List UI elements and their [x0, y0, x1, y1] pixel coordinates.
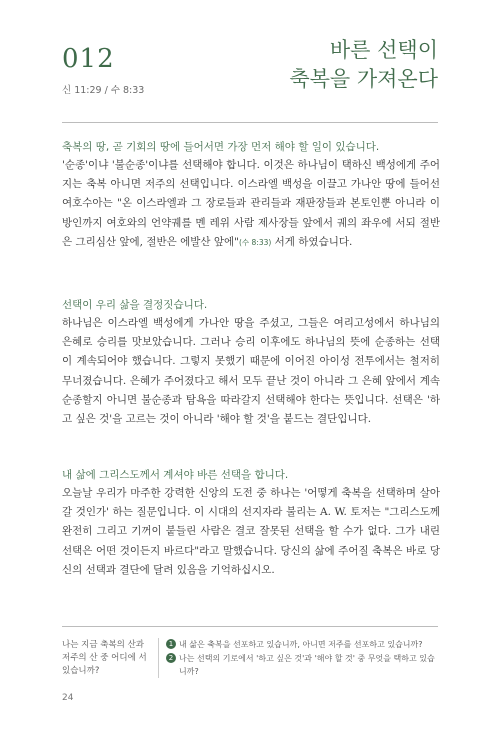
- body-text-end: 서게 하였습니다.: [271, 235, 353, 248]
- section-body: 하나님은 이스라엘 백성에게 가나안 땅을 주셨고, 그들은 여리고성에서 하나님의 은혜로 승리를 맛보았습니다. 그러나 승리 이후에도 하나님의 뜻에 순종하는 선택이 계속되어야 했습니다. 그렇지 못했기 때문에 이어진 아이성 전투에서는 철저히 무너졌습니다. 은혜가 주어졌다고 해서 모두 끝난 것이 아니라 그 은혜 앞에서 계속 순종할지 아니면 불순종과 탐욕을 따라갈지 선택해야 한다는 뜻입니다. 선택은 '하고 싶은 것'을 고르는 것이 아니라 '해야 할 것'을 붙드는 결단입니다.: [62, 317, 440, 426]
- number-bullet-icon: 2: [166, 653, 176, 663]
- section-heading: 내 삶에 그리스도께서 계셔야 바른 선택을 합니다.: [62, 469, 289, 481]
- footer-separator: [158, 638, 159, 678]
- bottom-divider: [62, 626, 438, 627]
- scripture-reference: 신 11:29 / 수 8:33: [62, 85, 145, 96]
- page-number: 24: [62, 693, 74, 703]
- question-item: [166, 638, 440, 651]
- question-text: 내 삶은 축복을 선포하고 있습니까, 아니면 저주를 선포하고 있습니까?: [179, 640, 423, 649]
- body-text: '순종'이냐 '불순종'이냐를 선택해야 합니다. 이것은 하나님이 택하신 백성에게 주어지는 축복 아니면 저주의 선택입니다. 이스라엘 백성을 이끌고 가나안 땅에 들어선 여호수아는 "온 이스라엘과 그 장로들과 관리들과 재판장들과 본토인뿐 아니라 이방인까지 여호와의 언약궤를 멘 레위 사람 제사장들 앞에서 궤의 좌우에 서되 절반은 그리심산 앞에, 절반은 에발산 앞에": [62, 159, 440, 248]
- question-item: [166, 652, 440, 678]
- section-1: [62, 138, 440, 252]
- inline-verse-reference: (수 8:33): [239, 237, 272, 247]
- reflection-prompt: 나는 지금 축복의 산과 저주의 산 중 어디에 서 있습니까?: [62, 640, 147, 676]
- page-title: [289, 36, 438, 94]
- title-line-1: 바른 선택이: [329, 38, 438, 62]
- section-2: [62, 296, 440, 429]
- section-body: 오늘날 우리가 마주한 강력한 신앙의 도전 중 하나는 '어떻게 축복을 선택하며 살아갈 것인가' 하는 질문입니다. 이 시대의 선지자라 불리는 A. W. 토저는 "그리스도께 완전히 그리고 기꺼이 붙들린 사람은 결코 잘못된 선택을 할 수가 없다. 그가 내린 선택은 어떤 것이든지 바르다"라고 말했습니다. 당신의 삶에 주어질 축복은 바로 당신의 선택과 결단에 달려 있음을 기억하십시오.: [62, 487, 440, 576]
- section-heading: 선택이 우리 삶을 결정짓습니다.: [62, 299, 208, 311]
- top-divider: [62, 122, 438, 123]
- devotion-number: 012: [62, 44, 115, 74]
- question-text: 나는 선택의 기로에서 '하고 싶은 것'과 '해야 할 것' 중 무엇을 택하고 있습니까?: [179, 654, 435, 676]
- section-heading: 축복의 땅, 곧 기회의 땅에 들어서면 가장 먼저 해야 할 일이 있습니다.: [62, 141, 380, 153]
- section-body: [62, 156, 440, 252]
- section-3: [62, 466, 440, 580]
- title-line-2: 축복을 가져온다: [289, 67, 438, 91]
- number-bullet-icon: 1: [166, 639, 176, 649]
